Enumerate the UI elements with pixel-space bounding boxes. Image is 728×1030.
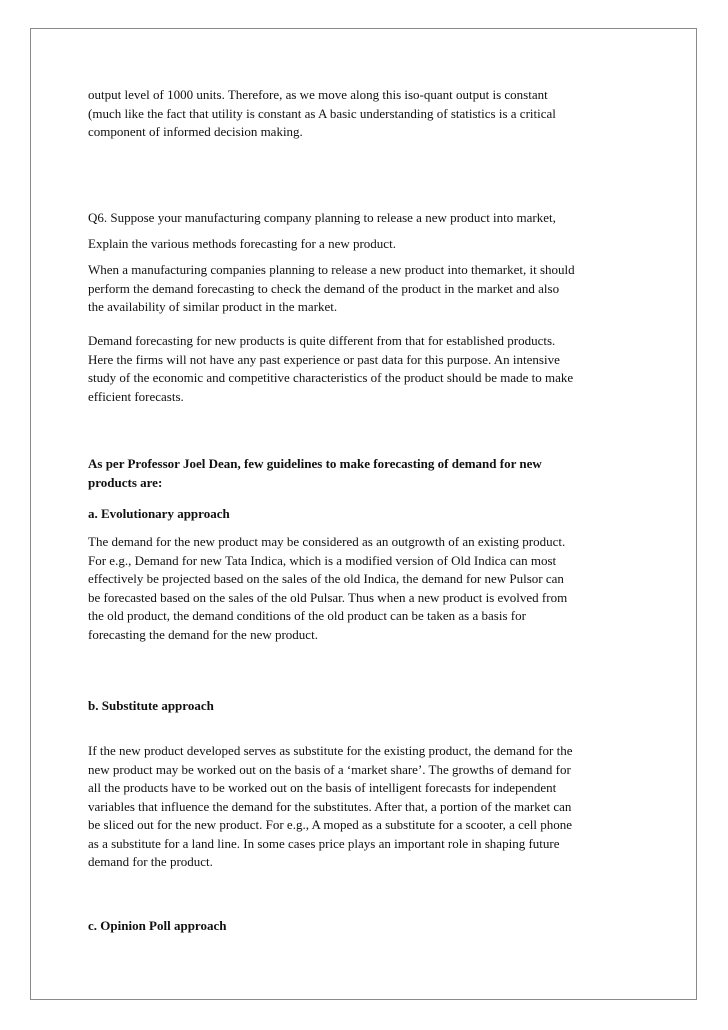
text-line: forecasting the demand for the new product. [88, 626, 318, 642]
release-paragraph [88, 261, 648, 317]
text-line: new product may be worked out on the basis of a ‘market share’. The growths of demand for [88, 761, 571, 777]
heading-evolutionary: a. Evolutionary approach [88, 506, 230, 521]
text-line: Here the firms will not have any past experience or past data for this purpose. An intensive [88, 351, 560, 367]
text-line: When a manufacturing companies planning to release a new product into themarket, it should [88, 262, 575, 277]
q6-title: Q6. Suppose your manufacturing company planning to release a new product into market, [88, 210, 556, 225]
text-line: For e.g., Demand for new Tata Indica, which is a modified version of Old Indica can most [88, 552, 557, 568]
text-line: the old product, the demand conditions of the old product can be taken as a basis for [88, 608, 526, 623]
text-line: (much like the fact that utility is constant as A basic understanding of statistics is a critical [88, 105, 556, 121]
text-line: As per Professor Joel Dean, few guidelines to make forecasting of demand for new [88, 456, 542, 471]
text-line: products are: [88, 474, 163, 490]
text-line: as a substitute for a land line. In some cases price plays an important role in shaping future [88, 835, 560, 851]
dean-heading [88, 455, 648, 492]
heading-opinion-poll: c. Opinion Poll approach [88, 918, 227, 933]
text-line: be sliced out for the new product. For e.g., A moped as a substitute for a scooter, a cell phone [88, 817, 572, 832]
text-line: study of the economic and competitive characteristics of the product should be made to make [88, 370, 574, 385]
intro-paragraph [88, 86, 648, 142]
text-line: perform the demand forecasting to check the demand of the product in the market and also [88, 280, 560, 296]
text-line: all the products have to be worked out on the basis of intelligent forecasts for independent [88, 780, 557, 795]
text-line: If the new product developed serves as substitute for the existing product, the demand for the [88, 743, 573, 758]
substitute-paragraph [88, 742, 648, 872]
text-line: be forecasted based on the sales of the old Pulsar. Thus when a new product is evolved from [88, 589, 568, 605]
text-line: The demand for the new product may be considered as an outgrowth of an existing product. [88, 534, 566, 549]
text-line: efficient forecasts. [88, 388, 184, 404]
heading-substitute: b. Substitute approach [88, 698, 214, 713]
text-line: component of informed decision making. [88, 124, 303, 139]
evolutionary-paragraph [88, 533, 648, 644]
text-line: Demand forecasting for new products is quite different from that for established products. [88, 333, 556, 348]
text-line: output level of 1000 units. Therefore, as we move along this iso-quant output is constant [88, 87, 548, 102]
text-line: effectively be projected based on the sales of the old Indica, the demand for new Pulsor can [88, 571, 564, 586]
text-line: demand for the product. [88, 854, 213, 869]
text-line: variables that influence the demand for the substitutes. After that, a portion of the market can [88, 798, 572, 814]
text-line: the availability of similar product in the market. [88, 299, 338, 314]
new-products-paragraph [88, 332, 648, 406]
q6-explain: Explain the various methods forecasting for a new product. [88, 236, 396, 251]
